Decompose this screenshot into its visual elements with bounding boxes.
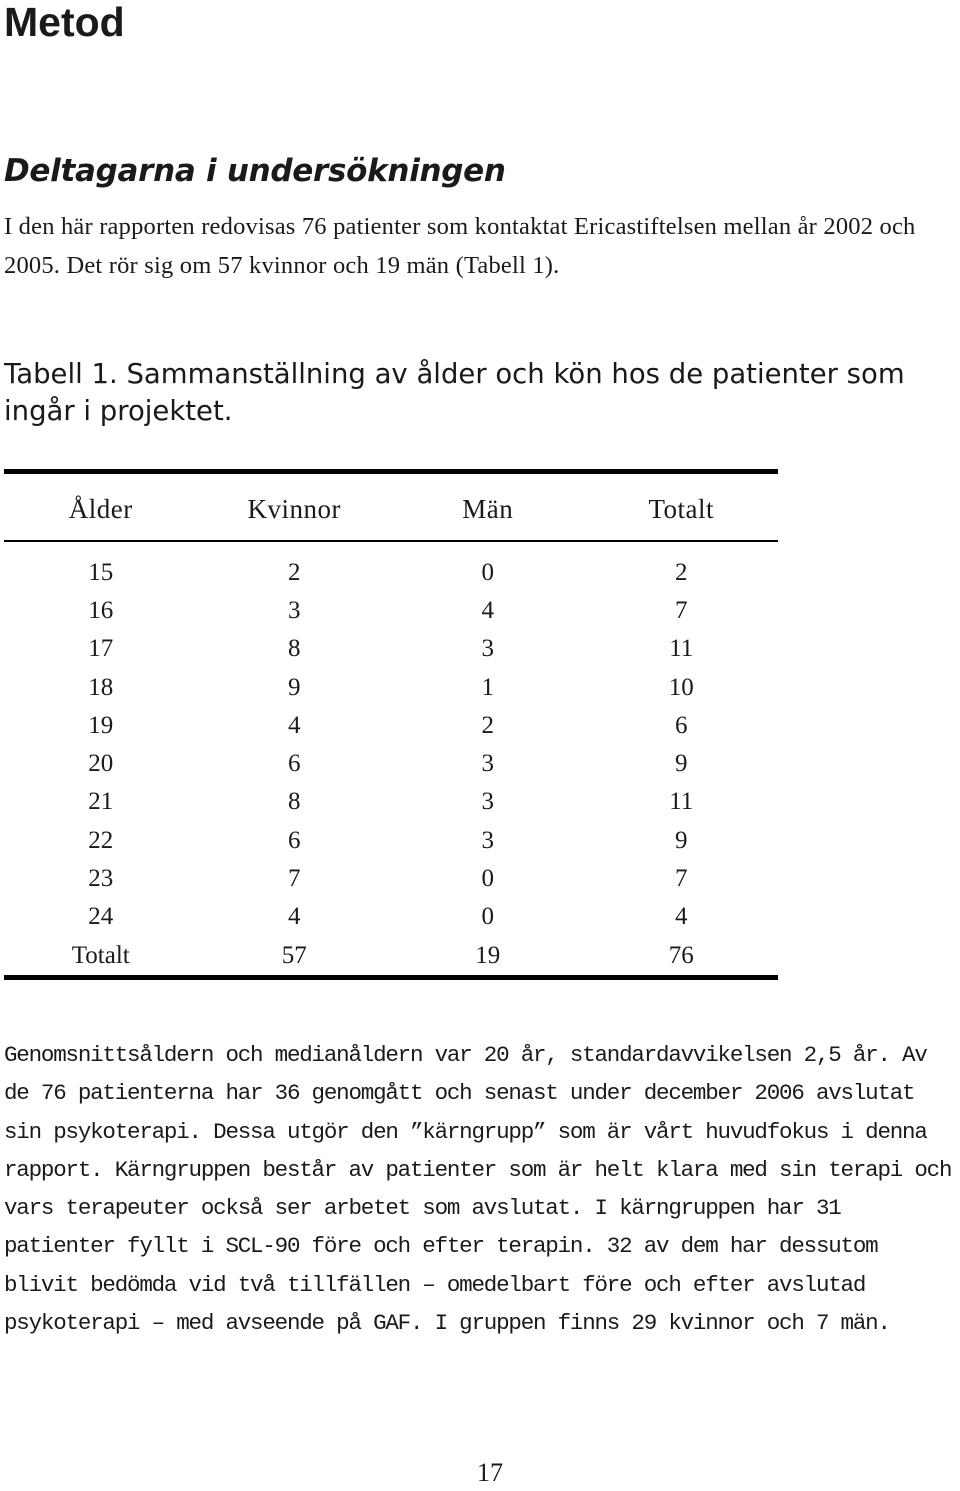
page-number: 17 [477, 1458, 503, 1487]
table-cell: 23 [88, 865, 114, 893]
table-cell: 0 [481, 865, 494, 893]
table-row [4, 898, 778, 936]
table-row [4, 707, 778, 745]
table-cell: 6 [288, 750, 301, 778]
table-cell: 4 [288, 903, 301, 931]
data-table [4, 474, 778, 975]
table-cell: 2 [675, 558, 688, 586]
table-cell: 3 [481, 750, 494, 778]
age-gender-table [4, 469, 778, 980]
table-cell: 9 [288, 673, 301, 701]
column-header: Kvinnor [247, 493, 341, 524]
table-cell: 0 [481, 558, 494, 586]
table-cell: 11 [669, 788, 694, 816]
table-cell: 7 [675, 865, 688, 893]
table-cell: 10 [668, 673, 694, 701]
table-cell: 20 [88, 750, 114, 778]
table-cell: 3 [288, 596, 301, 624]
body-paragraph: Genomsnittsåldern och medianåldern var 20 år, standardavvikelsen 2,5 år. Av de 76 patienterna har 36 genomgått och senast under december 2006 avslutat sin psykoterapi. Dessa utgör den ”kärngrupp” som är vårt huvudfokus i denna rapport. Kärngruppen består av patienter som är helt klara med sin terapi och vars terapeuter också ser arbetet som avslutat. I kärngruppen har 31 patienter fyllt i SCL-90 före och efter terapin. 32 av dem har dessutom blivit bedömda vid två tillfällen – omedelbart före och efter avslutad psykoterapi – med avseende på GAF. I gruppen finns 29 kvinnor och 7 män. [4, 1042, 952, 1337]
table-cell: 3 [481, 788, 494, 816]
table-total-row [4, 936, 778, 974]
table-body [4, 540, 778, 975]
table-row [4, 630, 778, 668]
table-cell: 8 [288, 788, 301, 816]
intro-paragraph: I den här rapporten redovisas 76 patienter som kontaktat Ericastiftelsen mellan år 2002 och 2005. Det rör sig om 57 kvinnor och 19 män (Tabell 1). [4, 213, 916, 279]
table-cell: 4 [481, 596, 494, 624]
table-cell: 4 [288, 711, 301, 739]
table-row [4, 668, 778, 706]
table-cell: 76 [668, 941, 694, 969]
table-cell: 15 [88, 558, 114, 586]
table-cell: 24 [88, 903, 114, 931]
table-cell: Totalt [71, 941, 130, 969]
table-cell: 19 [475, 941, 501, 969]
table-cell: 3 [481, 635, 494, 663]
table-caption: Tabell 1. Sammanställning av ålder och kön hos de patienter som ingår i projektet. [4, 358, 905, 427]
table-cell: 57 [281, 941, 307, 969]
table-cell: 2 [288, 558, 301, 586]
column-header: Män [462, 493, 514, 524]
column-header: Ålder [68, 493, 133, 524]
table-cell: 1 [481, 673, 494, 701]
subsection-heading: Deltagarna i undersökningen [4, 153, 506, 189]
table-cell: 16 [88, 596, 114, 624]
table-cell: 2 [481, 711, 494, 739]
table-cell: 9 [675, 826, 688, 854]
table-cell: 7 [288, 865, 301, 893]
table-header-row [4, 474, 778, 540]
table-cell: 19 [88, 711, 114, 739]
section-heading: Metod [4, 0, 125, 45]
table-cell: 18 [88, 673, 114, 701]
table-cell: 6 [675, 711, 688, 739]
table-row [4, 542, 778, 592]
table-cell: 9 [675, 750, 688, 778]
table-cell: 7 [675, 596, 688, 624]
table-cell: 6 [288, 826, 301, 854]
table-bottom-rule [4, 975, 778, 980]
table-row [4, 592, 778, 630]
table-cell: 3 [481, 826, 494, 854]
column-header: Totalt [648, 493, 715, 524]
table-cell: 11 [669, 635, 694, 663]
table-row [4, 822, 778, 860]
table-cell: 17 [88, 635, 114, 663]
table-cell: 0 [481, 903, 494, 931]
table-row [4, 860, 778, 898]
table-cell: 22 [88, 826, 114, 854]
table-cell: 21 [88, 788, 114, 816]
table-row [4, 745, 778, 783]
table-row [4, 783, 778, 821]
table-cell: 8 [288, 635, 301, 663]
table-cell: 4 [675, 903, 688, 931]
